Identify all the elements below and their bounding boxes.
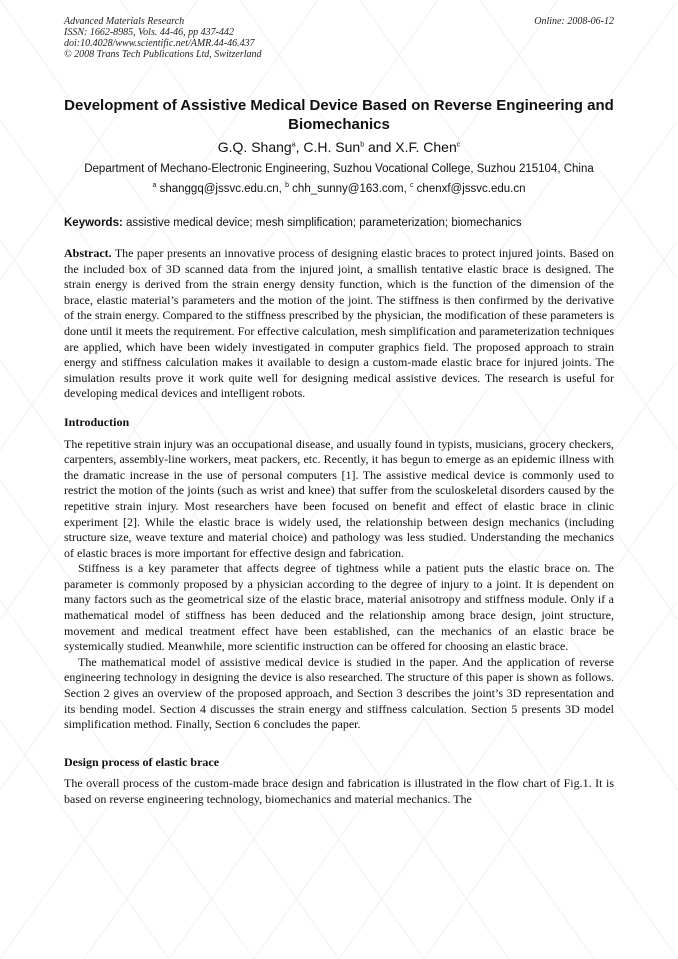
author-affil-mark: c [456, 141, 461, 149]
running-header [64, 16, 262, 60]
email-link[interactable]: chh_sunny@163.com [292, 183, 404, 195]
abstract-text: The paper presents an innovative process of designing elastic braces to protect injured joints. Based on the included box of 3D scanned data from the injured joint, a smallish tentative elastic brace is designed. The strain energy is derived from the strain energy density function, which is the function of the dimension of the brace, elastic material’s parameters and the motion of the joint. The stiffness is then confirmed by the derivative of the strain energy. Compared to the stiffness prescribed by the physician, the modification of these parameters is done until it meets the requirement. For effective calculation, mesh simplification and parameterization techniques are applied, which have been widely investigated in computer graphics field. The proposed approach to strain energy and stiffness calculation makes it available to design a custom-made elastic brace for injured joints. The simulation results prove it work quite well for designing medical assistive devices. The research is useful for developing medical devices and intelligent robots. [64, 246, 614, 401]
keywords-text: assistive medical device; mesh simplification; parameterization; biomechanics [126, 217, 522, 229]
journal-name: Advanced Materials Research [64, 16, 185, 27]
paragraph: Stiffness is a key parameter that affects degree of tightness while a patient puts the elastic brace on. The parameter is commonly proposed by a physician according to the degree of injury to a joint. It is dependent on many factors such as the geometrical size of the elastic brace, material anisotropy and stiffness module. Only if a mathematical model of stiffness has been deduced and the relationship among brace design, joint structure, movement and medical treatment effect have been established, can the mechanics of an elastic brace be systemically studied. Meanwhile, more scientific instruction can be offered for choosing an elastic brace. [64, 561, 614, 654]
email-mark: a [152, 182, 157, 190]
author-name: X.F. Chen [395, 139, 457, 155]
email-list [64, 182, 614, 197]
online-date: Online: 2008-06-12 [534, 16, 614, 27]
abstract [64, 246, 614, 402]
author-separator: , [295, 139, 304, 155]
author-name: G.Q. Shang [217, 139, 292, 155]
section-title-design-process: Design process of elastic brace [64, 754, 220, 769]
paper-content [64, 96, 614, 808]
email-link[interactable]: shanggq@jssvc.edu.cn [159, 183, 279, 195]
author-separator: and [364, 139, 396, 155]
issn-line: ISSN: 1662-8985, Vols. 44-46, pp 437-442 [64, 27, 234, 38]
paragraph: The mathematical model of assistive medical device is studied in the paper. And the application of reverse engineering technology in designing the device is also researched. The structure of this paper is shown as follows. Section 2 gives an overview of the proposed approach, and Section 3 describes the joint’s 3D representation and its bending model. Section 4 discusses the strain energy and stiffness calculation. Section 5 presents 3D model simplification method. Finally, Section 6 concludes the paper. [64, 654, 614, 732]
keywords-label: Keywords: [64, 217, 123, 229]
section-title-introduction: Introduction [64, 414, 130, 429]
author-affil-mark: a [291, 141, 296, 149]
email-mark: c [409, 182, 414, 190]
keywords [64, 216, 614, 231]
author-affil-mark: b [360, 141, 365, 149]
email-separator: , [278, 183, 286, 195]
author-name: C.H. Sun [303, 139, 361, 155]
paper-title: Development of Assistive Medical Device Based on Reverse Engineering and Biomechanics [64, 97, 614, 133]
paragraph: The repetitive strain injury was an occupational disease, and usually found in typists, musicians, grocery checkers, carpenters, assembly-line workers, meat packers, etc. Recently, it has begun to emerge as an epidemic illness with the dramatic increase in the use of personal computers [1]. The assistive medical device is commonly used to restrict the motion of the joints (such as wrist and knee) that suffer from the sculoskeletal disorders caused by the repetitive strain injury. Most researchers have been focused on benefit and effect of elastic brace in clinic experiment [2]. While the elastic brace is widely used, the relationship between design mechanics (including structure size, weave texture and material choice) and pathology was less studied. Understanding the mechanics of elastic braces is more important for effective design and fabrication. [64, 436, 614, 560]
abstract-label: Abstract. [64, 246, 112, 260]
paragraph: The overall process of the custom-made brace design and fabrication is illustrated in the flow chart of Fig.1. It is based on reverse engineering technology, biomechanics and material mechanics. The [64, 776, 614, 806]
affiliation: Department of Mechano-Electronic Engineering, Suzhou Vocational College, Suzhou 215104, China [84, 163, 594, 175]
doi-line: doi:10.4028/www.scientific.net/AMR.44-46.437 [64, 38, 255, 49]
copyright-line: © 2008 Trans Tech Publications Ltd, Switzerland [64, 49, 262, 60]
email-mark: b [285, 182, 289, 190]
email-link[interactable]: chenxf@jssvc.edu.cn [416, 183, 526, 195]
email-separator: , [403, 183, 410, 195]
author-list [64, 138, 614, 156]
